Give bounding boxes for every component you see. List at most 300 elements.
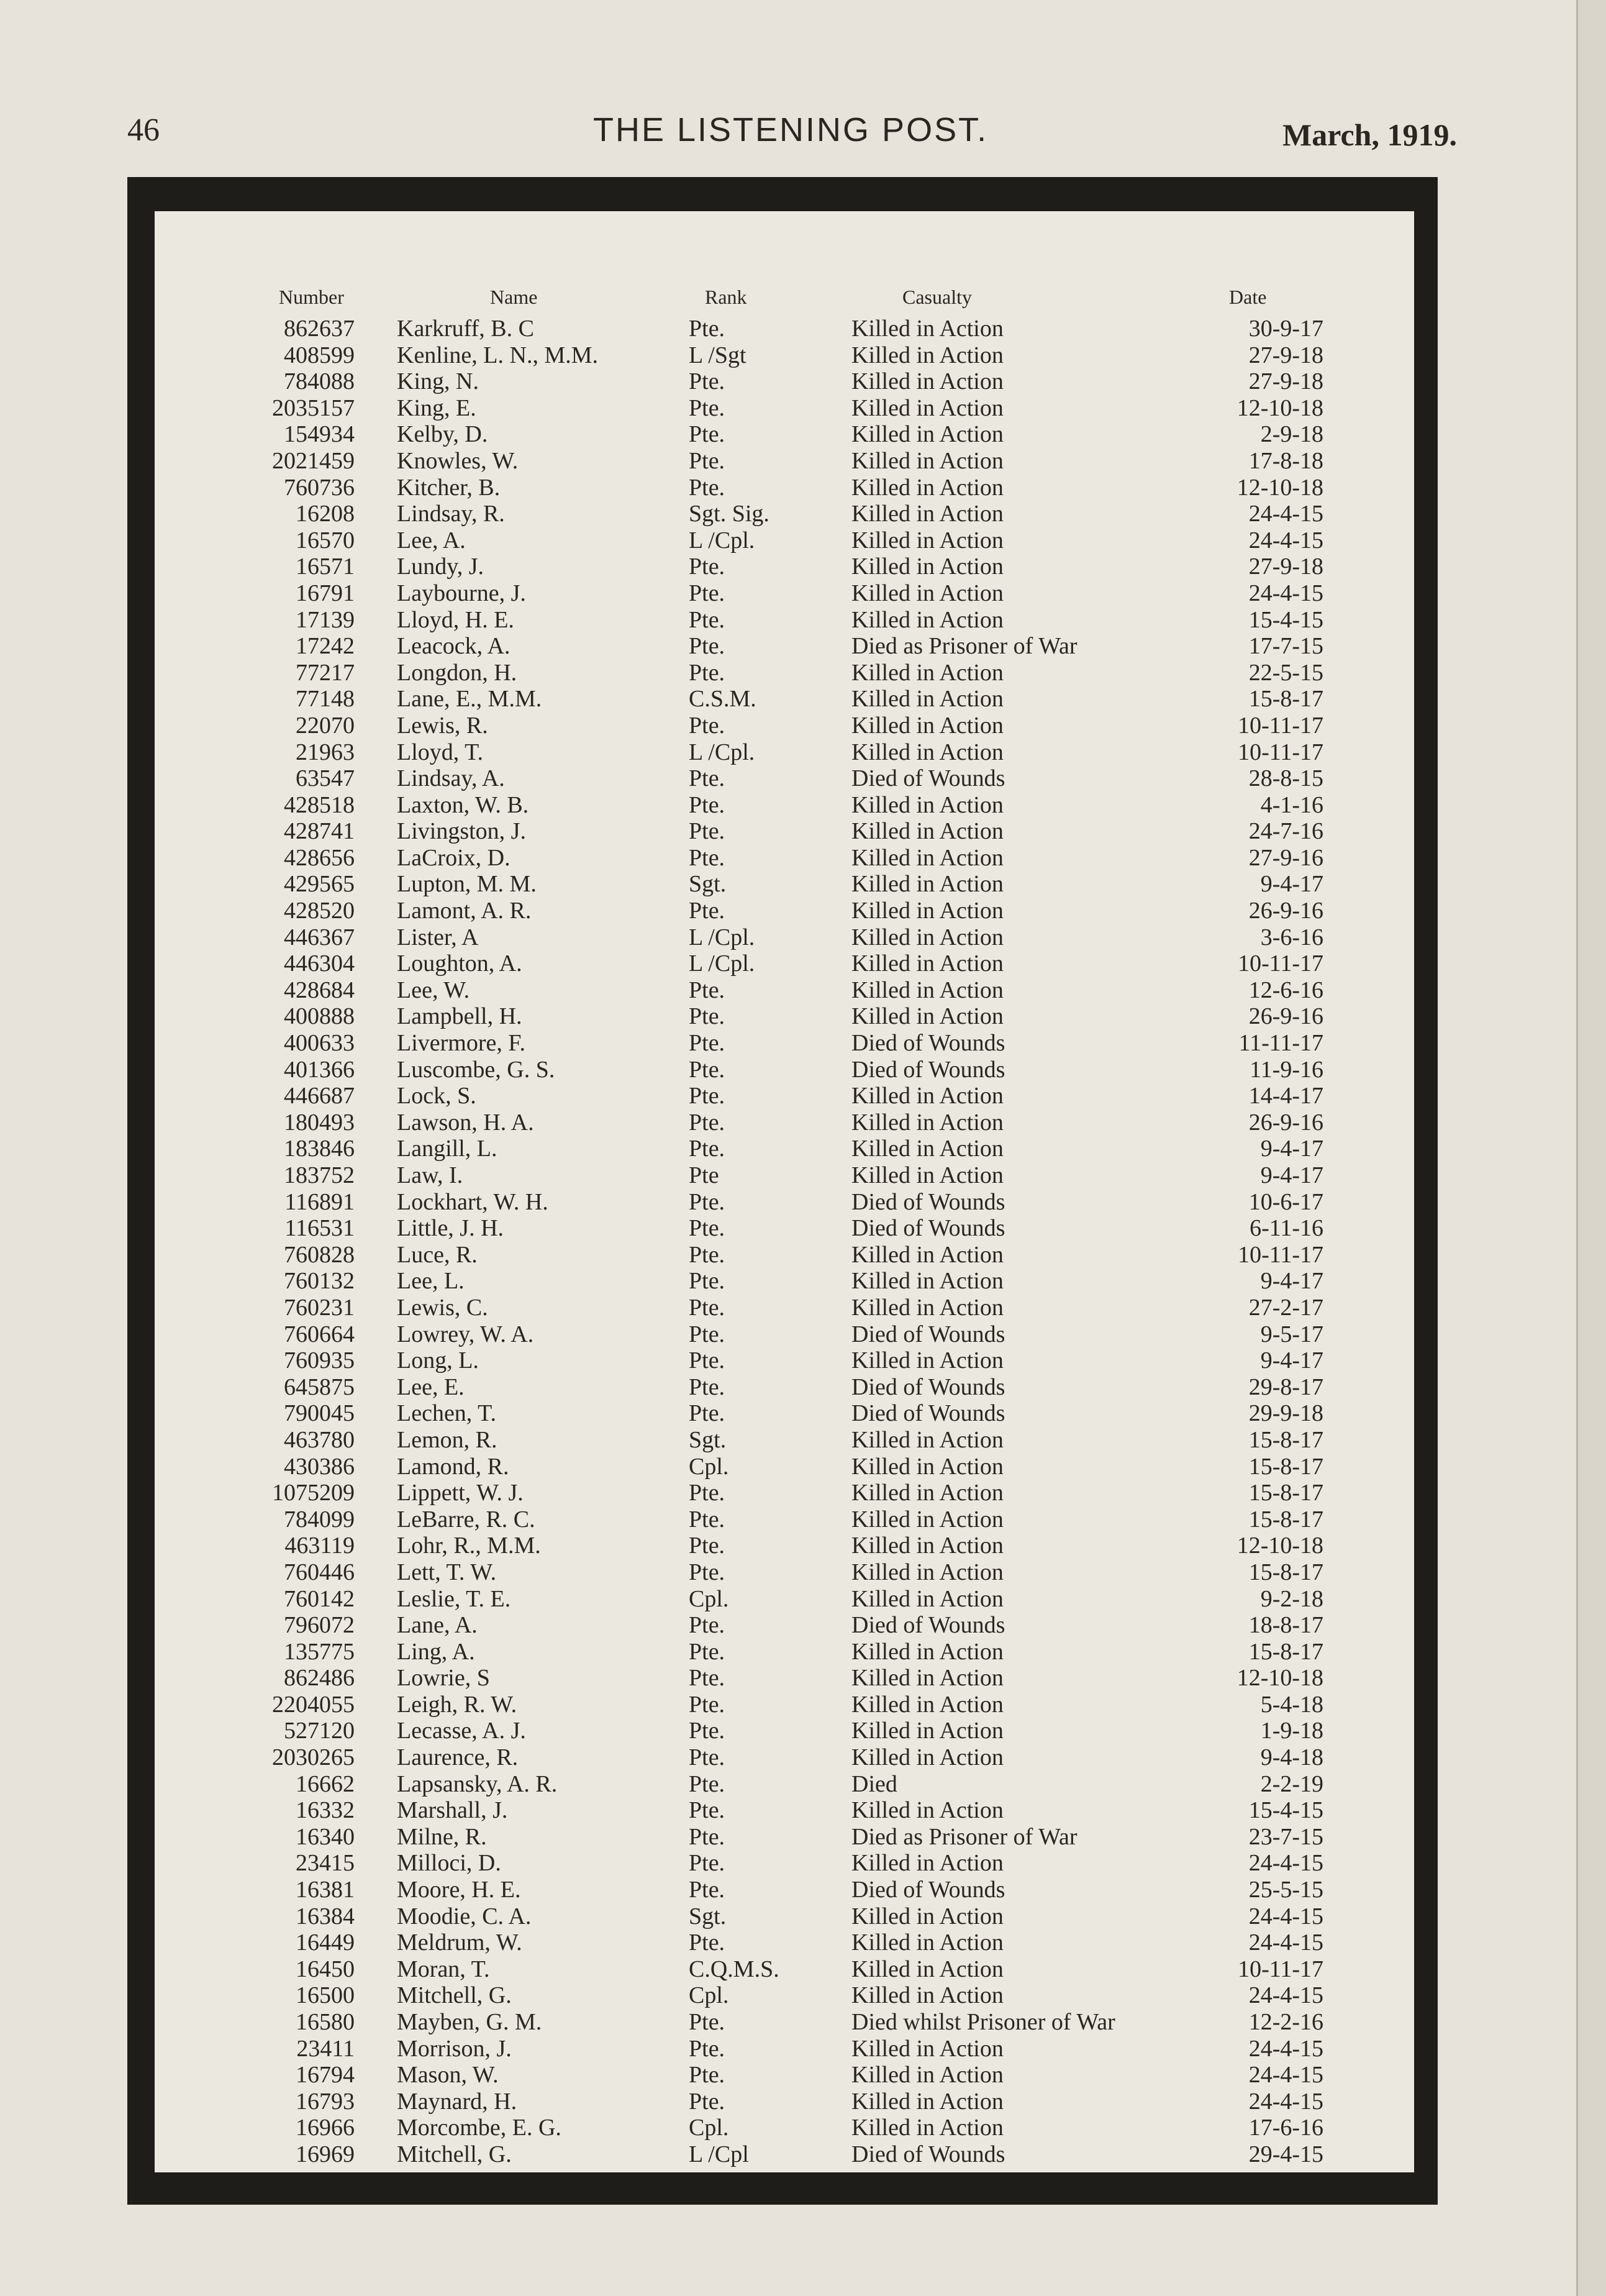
rank: Pte. bbox=[689, 659, 725, 686]
soldier-name: Lamont, A. R. bbox=[397, 898, 532, 924]
rank: Pte. bbox=[689, 1744, 725, 1771]
casualty-type: Killed in Action bbox=[851, 712, 1004, 739]
rank: Pte. bbox=[689, 394, 725, 421]
rank: Sgt. bbox=[689, 1426, 727, 1453]
service-number: 760142 bbox=[284, 1585, 355, 1612]
casualty-date: 10-11-17 bbox=[1238, 739, 1323, 765]
service-number: 116891 bbox=[284, 1188, 355, 1215]
table-row bbox=[155, 1586, 1414, 1613]
soldier-name: Lupton, M. M. bbox=[397, 871, 537, 898]
casualty-type: Killed in Action bbox=[851, 1691, 1004, 1718]
service-number: 446687 bbox=[284, 1083, 355, 1109]
table-row bbox=[155, 1877, 1414, 1903]
casualty-date: 24-4-15 bbox=[1248, 2062, 1323, 2089]
soldier-name: Moodie, C. A. bbox=[397, 1903, 532, 1929]
soldier-name: Lapsansky, A. R. bbox=[397, 1770, 558, 1797]
casualty-date: 2-9-18 bbox=[1260, 421, 1323, 448]
casualty-type: Killed in Action bbox=[851, 1982, 1004, 2009]
soldier-name: LeBarre, R. C. bbox=[397, 1506, 535, 1533]
soldier-name: Lee, E. bbox=[397, 1374, 465, 1400]
casualty-type: Killed in Action bbox=[851, 2062, 1004, 2089]
service-number: 77217 bbox=[296, 659, 355, 686]
soldier-name: Lett, T. W. bbox=[397, 1559, 497, 1585]
rank: Pte. bbox=[689, 1480, 725, 1506]
table-row bbox=[155, 898, 1414, 924]
casualty-type: Killed in Action bbox=[851, 1956, 1004, 1982]
casualty-type: Killed in Action bbox=[851, 1480, 1004, 1506]
rank: Pte. bbox=[689, 474, 725, 501]
soldier-name: Law, I. bbox=[397, 1162, 463, 1188]
column-header-date: Date bbox=[1229, 286, 1267, 308]
table-row bbox=[155, 395, 1414, 422]
casualty-date: 17-7-15 bbox=[1248, 633, 1323, 660]
rank: Pte. bbox=[689, 898, 725, 924]
casualty-type: Killed in Action bbox=[851, 1850, 1004, 1877]
casualty-type: Died of Wounds bbox=[851, 765, 1005, 792]
table-row bbox=[155, 1083, 1414, 1109]
issue-date: March, 1919. bbox=[1282, 117, 1457, 152]
casualty-type: Died of Wounds bbox=[851, 1321, 1005, 1347]
casualty-date: 3-6-16 bbox=[1260, 924, 1323, 950]
rank: Pte. bbox=[689, 554, 725, 580]
rank: Pte. bbox=[689, 765, 725, 792]
service-number: 16340 bbox=[296, 1823, 355, 1850]
table-row bbox=[155, 1295, 1414, 1321]
table-row bbox=[155, 2009, 1414, 2036]
rank: Pte. bbox=[689, 818, 725, 845]
casualty-type: Killed in Action bbox=[851, 739, 1004, 765]
rank: Pte. bbox=[689, 633, 725, 660]
casualty-type: Killed in Action bbox=[851, 394, 1004, 421]
rank: Pte. bbox=[689, 1374, 725, 1400]
rank: Pte. bbox=[689, 1533, 725, 1559]
casualty-date: 15-8-17 bbox=[1248, 1506, 1323, 1533]
soldier-name: Lemon, R. bbox=[397, 1426, 497, 1453]
rank: Pte. bbox=[689, 791, 725, 818]
rank: Pte. bbox=[689, 2088, 725, 2115]
service-number: 16791 bbox=[296, 580, 355, 606]
service-number: 17242 bbox=[296, 633, 355, 660]
casualty-type: Killed in Action bbox=[851, 1162, 1004, 1188]
table-row bbox=[155, 1347, 1414, 1374]
table-row bbox=[155, 1454, 1414, 1480]
service-number: 154934 bbox=[284, 421, 355, 448]
service-number: 180493 bbox=[284, 1109, 355, 1136]
service-number: 401366 bbox=[284, 1056, 355, 1083]
table-row bbox=[155, 448, 1414, 475]
casualty-date: 27-9-18 bbox=[1248, 554, 1323, 580]
casualty-type: Killed in Action bbox=[851, 1533, 1004, 1559]
service-number: 21963 bbox=[296, 739, 355, 765]
rank: Pte. bbox=[689, 844, 725, 871]
casualty-type: Killed in Action bbox=[851, 1003, 1004, 1030]
service-number: 17139 bbox=[296, 606, 355, 633]
casualty-type: Died of Wounds bbox=[851, 1030, 1005, 1057]
soldier-name: Lamond, R. bbox=[397, 1453, 509, 1480]
soldier-name: Lloyd, T. bbox=[397, 739, 483, 765]
casualty-type: Killed in Action bbox=[851, 871, 1004, 898]
table-row bbox=[155, 792, 1414, 819]
soldier-name: Mason, W. bbox=[397, 2062, 499, 2089]
casualty-date: 22-5-15 bbox=[1248, 659, 1323, 686]
casualty-type: Killed in Action bbox=[851, 474, 1004, 501]
rank: Pte. bbox=[689, 2062, 725, 2089]
service-number: 760736 bbox=[284, 474, 355, 501]
rank: Cpl. bbox=[689, 1585, 729, 1612]
soldier-name: Morrison, J. bbox=[397, 2035, 512, 2062]
soldier-name: Lundy, J. bbox=[397, 554, 484, 580]
casualty-type: Killed in Action bbox=[851, 1903, 1004, 1929]
casualty-date: 11-11-17 bbox=[1238, 1030, 1323, 1057]
casualty-date: 24-4-15 bbox=[1248, 2088, 1323, 2115]
casualty-date: 4-1-16 bbox=[1260, 791, 1323, 818]
rank: Pte. bbox=[689, 977, 725, 1003]
casualty-type: Killed in Action bbox=[851, 1506, 1004, 1533]
page-title: THE LISTENING POST. bbox=[593, 111, 989, 148]
service-number: 16969 bbox=[296, 2141, 355, 2167]
casualty-date: 10-11-17 bbox=[1238, 712, 1323, 739]
table-row bbox=[155, 1162, 1414, 1189]
service-number: 63547 bbox=[296, 765, 355, 792]
table-row bbox=[155, 2089, 1414, 2115]
table-row bbox=[155, 1903, 1414, 1930]
casualty-date: 12-2-16 bbox=[1248, 2009, 1323, 2035]
casualty-date: 15-8-17 bbox=[1248, 1638, 1323, 1665]
table-row bbox=[155, 554, 1414, 580]
soldier-name: Milne, R. bbox=[397, 1823, 487, 1850]
casualty-date: 26-9-16 bbox=[1248, 898, 1323, 924]
table-row bbox=[155, 1982, 1414, 2009]
table-row bbox=[155, 475, 1414, 501]
rank: C.S.M. bbox=[689, 686, 756, 713]
soldier-name: Lister, A bbox=[397, 924, 479, 950]
table-row bbox=[155, 1929, 1414, 1956]
service-number: 16662 bbox=[296, 1770, 355, 1797]
service-number: 77148 bbox=[296, 686, 355, 713]
service-number: 408599 bbox=[284, 342, 355, 368]
casualty-type: Killed in Action bbox=[851, 2115, 1004, 2141]
soldier-name: Leigh, R. W. bbox=[397, 1691, 517, 1718]
black-border-frame bbox=[127, 177, 1438, 2205]
table-row bbox=[155, 818, 1414, 845]
rank: Pte. bbox=[689, 1003, 725, 1030]
soldier-name: Marshall, J. bbox=[397, 1797, 508, 1824]
table-row bbox=[155, 1268, 1414, 1295]
soldier-name: Lee, L. bbox=[397, 1268, 465, 1295]
casualty-date: 30-9-17 bbox=[1248, 316, 1323, 342]
table-row bbox=[155, 686, 1414, 713]
rank: Pte. bbox=[689, 1770, 725, 1797]
casualty-date: 9-4-17 bbox=[1260, 1162, 1323, 1188]
soldier-name: Lowrey, W. A. bbox=[397, 1321, 534, 1347]
service-number: 16208 bbox=[296, 501, 355, 527]
casualty-date: 18-8-17 bbox=[1248, 1612, 1323, 1639]
casualty-date: 24-7-16 bbox=[1248, 818, 1323, 845]
service-number: 463119 bbox=[284, 1533, 355, 1559]
rank: Cpl. bbox=[689, 1982, 729, 2009]
soldier-name: Lock, S. bbox=[397, 1083, 476, 1109]
casualty-type: Died of Wounds bbox=[851, 1400, 1005, 1427]
casualty-date: 24-4-15 bbox=[1248, 2035, 1323, 2062]
casualty-type: Died whilst Prisoner of War bbox=[851, 2009, 1115, 2035]
casualty-date: 9-4-17 bbox=[1260, 1136, 1323, 1162]
soldier-name: Lee, W. bbox=[397, 977, 470, 1003]
service-number: 760446 bbox=[284, 1559, 355, 1585]
casualty-date: 26-9-16 bbox=[1248, 1109, 1323, 1136]
soldier-name: Lindsay, A. bbox=[397, 765, 505, 792]
soldier-name: Ling, A. bbox=[397, 1638, 475, 1665]
casualty-date: 24-4-15 bbox=[1248, 1850, 1323, 1877]
table-row bbox=[155, 1533, 1414, 1559]
soldier-name: Mitchell, G. bbox=[397, 1982, 512, 2009]
adjacent-page-edge bbox=[1576, 0, 1606, 2296]
rank: Pte. bbox=[689, 712, 725, 739]
soldier-name: Lampbell, H. bbox=[397, 1003, 522, 1030]
service-number: 430386 bbox=[284, 1453, 355, 1480]
soldier-name: Lippett, W. J. bbox=[397, 1480, 524, 1506]
casualty-date: 10-11-17 bbox=[1238, 1956, 1323, 1982]
soldier-name: Kenline, L. N., M.M. bbox=[397, 342, 599, 368]
table-row bbox=[155, 1744, 1414, 1771]
soldier-name: Mayben, G. M. bbox=[397, 2009, 542, 2035]
casualty-date: 29-9-18 bbox=[1248, 1400, 1323, 1427]
service-number: 428520 bbox=[284, 898, 355, 924]
service-number: 428518 bbox=[284, 791, 355, 818]
casualty-date: 9-5-17 bbox=[1260, 1321, 1323, 1347]
table-row bbox=[155, 765, 1414, 792]
service-number: 16580 bbox=[296, 2009, 355, 2035]
casualty-type: Died as Prisoner of War bbox=[851, 633, 1077, 660]
casualty-type: Killed in Action bbox=[851, 1797, 1004, 1824]
soldier-name: Lane, E., M.M. bbox=[397, 686, 542, 713]
rank: Pte. bbox=[689, 1109, 725, 1136]
soldier-name: Lecasse, A. J. bbox=[397, 1718, 526, 1744]
table-row bbox=[155, 368, 1414, 395]
table-row bbox=[155, 1480, 1414, 1506]
rank: Pte. bbox=[689, 1268, 725, 1295]
casualty-date: 23-7-15 bbox=[1248, 1823, 1323, 1850]
service-number: 16793 bbox=[296, 2088, 355, 2115]
casualty-date: 24-4-15 bbox=[1248, 527, 1323, 554]
table-row bbox=[155, 977, 1414, 1004]
service-number: 760132 bbox=[284, 1268, 355, 1295]
service-number: 16966 bbox=[296, 2115, 355, 2141]
rank: Pte. bbox=[689, 1136, 725, 1162]
casualty-type: Killed in Action bbox=[851, 1268, 1004, 1295]
soldier-name: Mitchell, G. bbox=[397, 2141, 512, 2167]
rank: Pte bbox=[689, 1162, 719, 1188]
casualty-type: Killed in Action bbox=[851, 1241, 1004, 1268]
casualty-date: 6-11-16 bbox=[1250, 1215, 1323, 1242]
casualty-date: 28-8-15 bbox=[1248, 765, 1323, 792]
service-number: 760231 bbox=[284, 1294, 355, 1321]
soldier-name: Lewis, C. bbox=[397, 1294, 488, 1321]
casualty-type: Died of Wounds bbox=[851, 1056, 1005, 1083]
casualty-list bbox=[155, 316, 1414, 2168]
table-row bbox=[155, 633, 1414, 660]
rank: Pte. bbox=[689, 1188, 725, 1215]
casualty-date: 1-9-18 bbox=[1260, 1718, 1323, 1744]
soldier-name: Lechen, T. bbox=[397, 1400, 497, 1427]
casualty-type: Killed in Action bbox=[851, 1083, 1004, 1109]
table-row bbox=[155, 1559, 1414, 1586]
soldier-name: King, N. bbox=[397, 368, 479, 395]
rank: Pte. bbox=[689, 316, 725, 342]
casualty-type: Killed in Action bbox=[851, 554, 1004, 580]
column-header-name: Name bbox=[490, 286, 538, 308]
table-row bbox=[155, 2141, 1414, 2168]
rank: Pte. bbox=[689, 1030, 725, 1057]
casualty-date: 15-4-15 bbox=[1248, 1797, 1323, 1824]
table-row bbox=[155, 1030, 1414, 1057]
soldier-name: Loughton, A. bbox=[397, 950, 522, 977]
rank: L /Cpl. bbox=[689, 527, 755, 554]
table-row bbox=[155, 421, 1414, 448]
casualty-date: 10-6-17 bbox=[1248, 1188, 1323, 1215]
soldier-name: Luce, R. bbox=[397, 1241, 478, 1268]
table-row bbox=[155, 1003, 1414, 1030]
casualty-type: Killed in Action bbox=[851, 924, 1004, 950]
casualty-type: Killed in Action bbox=[851, 501, 1004, 527]
casualty-date: 27-2-17 bbox=[1248, 1294, 1323, 1321]
table-row bbox=[155, 1427, 1414, 1454]
service-number: 183846 bbox=[284, 1136, 355, 1162]
table-row bbox=[155, 1374, 1414, 1401]
column-header-rank: Rank bbox=[705, 286, 747, 308]
soldier-name: Moran, T. bbox=[397, 1956, 490, 1982]
soldier-name: Moore, H. E. bbox=[397, 1877, 521, 1903]
casualty-type: Killed in Action bbox=[851, 1453, 1004, 1480]
casualty-type: Killed in Action bbox=[851, 791, 1004, 818]
casualty-date: 15-8-17 bbox=[1248, 1426, 1323, 1453]
service-number: 1075209 bbox=[272, 1480, 355, 1506]
service-number: 16794 bbox=[296, 2062, 355, 2089]
casualty-type: Died as Prisoner of War bbox=[851, 1823, 1077, 1850]
rank: Pte. bbox=[689, 1559, 725, 1585]
service-number: 400888 bbox=[284, 1003, 355, 1030]
casualty-type: Killed in Action bbox=[851, 844, 1004, 871]
casualty-type: Killed in Action bbox=[851, 1294, 1004, 1321]
rank: Sgt. bbox=[689, 871, 727, 898]
soldier-name: Karkruff, B. C bbox=[397, 316, 534, 342]
casualty-date: 14-4-17 bbox=[1248, 1083, 1323, 1109]
casualty-date: 27-9-18 bbox=[1248, 342, 1323, 368]
table-row bbox=[155, 2115, 1414, 2141]
casualty-type: Died of Wounds bbox=[851, 1215, 1005, 1242]
soldier-name: Leacock, A. bbox=[397, 633, 510, 660]
service-number: 862637 bbox=[284, 316, 355, 342]
casualty-type: Killed in Action bbox=[851, 1929, 1004, 1956]
soldier-name: Meldrum, W. bbox=[397, 1929, 522, 1956]
casualty-type: Killed in Action bbox=[851, 818, 1004, 845]
rank: Pte. bbox=[689, 1823, 725, 1850]
table-row bbox=[155, 1639, 1414, 1665]
table-row bbox=[155, 1215, 1414, 1242]
service-number: 2021459 bbox=[272, 447, 355, 474]
casualty-date: 29-4-15 bbox=[1248, 2141, 1323, 2167]
rank: Pte. bbox=[689, 1877, 725, 1903]
casualty-date: 12-10-18 bbox=[1236, 394, 1323, 421]
casualty-type: Killed in Action bbox=[851, 606, 1004, 633]
table-row bbox=[155, 1771, 1414, 1798]
rank: Pte. bbox=[689, 606, 725, 633]
casualty-date: 24-4-15 bbox=[1248, 1982, 1323, 2009]
table-row bbox=[155, 580, 1414, 607]
service-number: 796072 bbox=[284, 1612, 355, 1639]
soldier-name: King, E. bbox=[397, 394, 476, 421]
casualty-date: 10-11-17 bbox=[1238, 950, 1323, 977]
casualty-date: 9-4-18 bbox=[1260, 1744, 1323, 1771]
service-number: 16570 bbox=[296, 527, 355, 554]
soldier-name: Longdon, H. bbox=[397, 659, 517, 686]
rank: L /Sgt bbox=[689, 342, 746, 368]
rank: Pte. bbox=[689, 1400, 725, 1427]
casualty-date: 15-8-17 bbox=[1248, 1453, 1323, 1480]
soldier-name: Morcombe, E. G. bbox=[397, 2115, 561, 2141]
table-row bbox=[155, 1665, 1414, 1692]
casualty-type: Killed in Action bbox=[851, 2035, 1004, 2062]
soldier-name: Kelby, D. bbox=[397, 421, 488, 448]
casualty-type: Killed in Action bbox=[851, 342, 1004, 368]
table-row bbox=[155, 1400, 1414, 1427]
casualty-date: 24-4-15 bbox=[1248, 1903, 1323, 1929]
soldier-name: Knowles, W. bbox=[397, 447, 519, 474]
soldier-name: Lloyd, H. E. bbox=[397, 606, 514, 633]
casualty-type: Killed in Action bbox=[851, 368, 1004, 395]
rank: Pte. bbox=[689, 1321, 725, 1347]
casualty-type: Killed in Action bbox=[851, 1109, 1004, 1136]
casualty-type: Killed in Action bbox=[851, 1718, 1004, 1744]
casualty-type: Killed in Action bbox=[851, 977, 1004, 1003]
table-row bbox=[155, 607, 1414, 634]
soldier-name: Little, J. H. bbox=[397, 1215, 504, 1242]
service-number: 760664 bbox=[284, 1321, 355, 1347]
rank: Pte. bbox=[689, 1929, 725, 1956]
casualty-type: Killed in Action bbox=[851, 1638, 1004, 1665]
service-number: 135775 bbox=[284, 1638, 355, 1665]
casualty-type: Killed in Action bbox=[851, 898, 1004, 924]
service-number: 760935 bbox=[284, 1347, 355, 1374]
soldier-name: Lindsay, R. bbox=[397, 501, 505, 527]
rank: Pte. bbox=[689, 1612, 725, 1639]
table-row bbox=[155, 1612, 1414, 1639]
service-number: 862486 bbox=[284, 1665, 355, 1692]
service-number: 2035157 bbox=[272, 394, 355, 421]
casualty-date: 24-4-15 bbox=[1248, 501, 1323, 527]
soldier-name: Leslie, T. E. bbox=[397, 1585, 511, 1612]
casualty-date: 17-8-18 bbox=[1248, 447, 1323, 474]
soldier-name: Langill, L. bbox=[397, 1136, 497, 1162]
soldier-name: Lawson, H. A. bbox=[397, 1109, 534, 1136]
casualty-date: 5-4-18 bbox=[1260, 1691, 1323, 1718]
rank: Pte. bbox=[689, 1638, 725, 1665]
service-number: 16450 bbox=[296, 1956, 355, 1982]
rank: Pte. bbox=[689, 1294, 725, 1321]
service-number: 463780 bbox=[284, 1426, 355, 1453]
casualty-date: 24-4-15 bbox=[1248, 1929, 1323, 1956]
soldier-name: Livermore, F. bbox=[397, 1030, 525, 1057]
service-number: 784088 bbox=[284, 368, 355, 395]
soldier-name: Lockhart, W. H. bbox=[397, 1188, 548, 1215]
table-row bbox=[155, 845, 1414, 872]
service-number: 428684 bbox=[284, 977, 355, 1003]
rank: Pte. bbox=[689, 447, 725, 474]
rank: C.Q.M.S. bbox=[689, 1956, 779, 1982]
table-row bbox=[155, 527, 1414, 554]
page-number: 46 bbox=[127, 112, 160, 148]
table-row bbox=[155, 1057, 1414, 1083]
casualty-date: 27-9-16 bbox=[1248, 844, 1323, 871]
